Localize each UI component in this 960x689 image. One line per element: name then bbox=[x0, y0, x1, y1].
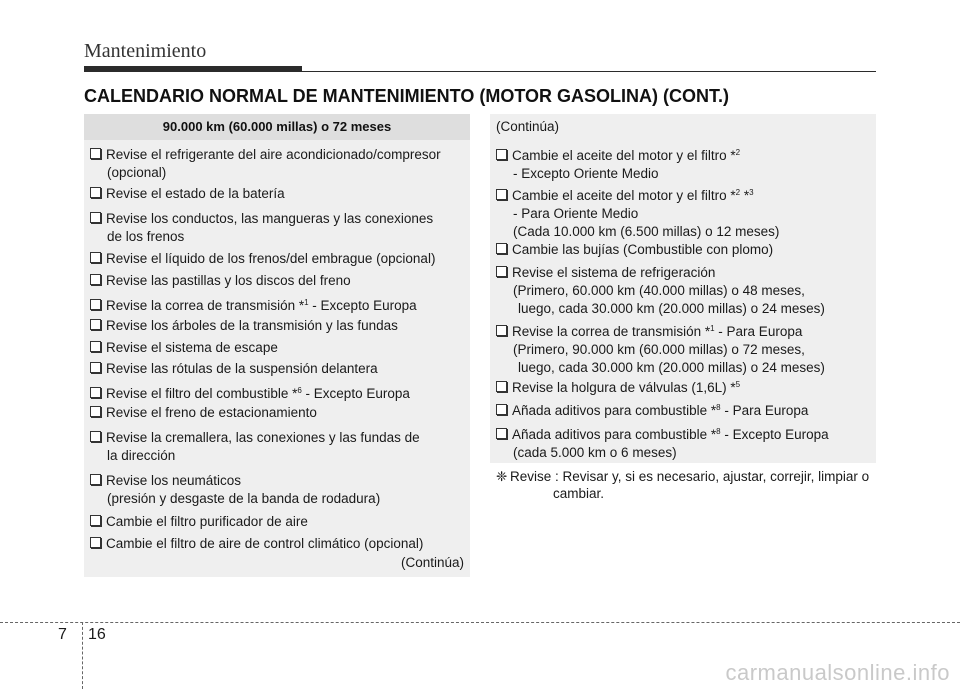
checkbox-icon bbox=[90, 537, 101, 548]
list-item: Revise los conductos, las mangueras y las conexiones de los frenos bbox=[90, 210, 433, 246]
list-item: Revise el sistema de refrigeración (Primero, 60.000 km (40.000 millas) o 48 meses, luego, cada 30.000 km (20.000 millas) o 24 meses) bbox=[496, 264, 825, 318]
list-item: Añada aditivos para combustible *$^8$ - Excepto Europa (cada 5.000 km o 6 meses) bbox=[496, 423, 829, 462]
footnote: ❈ Revise : Revisar y, si es necesario, ajustar, correjir, limpiar o cambiar. bbox=[496, 469, 870, 501]
right-column bbox=[490, 114, 876, 463]
list-item: Revise la holgura de válvulas (1,6L) *$^5$ bbox=[496, 376, 740, 397]
checkbox-icon bbox=[90, 319, 101, 330]
checkbox-icon bbox=[496, 381, 507, 392]
list-item: Cambie el filtro purificador de aire bbox=[90, 513, 308, 531]
list-item: Cambie el aceite del motor y el filtro *$^2$ *$^3$ - Para Oriente Medio (Cada 10.000 km (6.500 millas) o 12 meses) bbox=[496, 184, 779, 241]
checkbox-icon bbox=[90, 187, 101, 198]
list-item: Revise la correa de transmisión *$^1$ - Excepto Europa bbox=[90, 294, 417, 315]
checkbox-icon bbox=[90, 387, 101, 398]
checkbox-icon bbox=[90, 212, 101, 223]
watermark: carmanualsonline.info bbox=[725, 660, 950, 685]
continued-label: (Continúa) bbox=[400, 555, 464, 570]
list-item: Cambie el filtro de aire de control climático (opcional) bbox=[90, 535, 423, 553]
list-item: Revise la cremallera, las conexiones y las fundas de la dirección bbox=[90, 429, 420, 465]
list-item: Revise el sistema de escape bbox=[90, 339, 278, 357]
checkbox-icon bbox=[496, 266, 507, 277]
list-item: Revise el freno de estacionamiento bbox=[90, 404, 317, 422]
note-symbol-icon: ❈ bbox=[496, 469, 508, 484]
list-item: Revise las rótulas de la suspensión delantera bbox=[90, 360, 378, 378]
list-item: Cambie las bujías (Combustible con plomo) bbox=[496, 241, 773, 259]
checkbox-icon bbox=[90, 252, 101, 263]
checkbox-icon bbox=[496, 243, 507, 254]
footer-separator bbox=[82, 622, 83, 689]
header-rule bbox=[302, 71, 876, 72]
footer-divider bbox=[0, 622, 960, 623]
list-item: Revise las pastillas y los discos del freno bbox=[90, 272, 351, 290]
list-item: Revise los árboles de la transmisión y las fundas bbox=[90, 317, 398, 335]
list-item: Cambie el aceite del motor y el filtro *$^2$ - Excepto Oriente Medio bbox=[496, 144, 740, 183]
checkbox-icon bbox=[90, 406, 101, 417]
list-item: Revise el líquido de los frenos/del embrague (opcional) bbox=[90, 250, 435, 268]
list-item: Revise el refrigerante del aire acondicionado/compresor (opcional) bbox=[90, 146, 441, 182]
checkbox-icon bbox=[90, 148, 101, 159]
checkbox-icon bbox=[90, 515, 101, 526]
header-bar bbox=[84, 66, 302, 72]
list-item: Revise el filtro del combustible *$^6$ - Excepto Europa bbox=[90, 382, 410, 403]
interval-heading: 90.000 km (60.000 millas) o 72 meses bbox=[84, 114, 470, 140]
checkbox-icon bbox=[90, 274, 101, 285]
list-item: Revise la correa de transmisión *$^1$ - Para Europa (Primero, 90.000 km (60.000 millas) o 72 meses, luego, cada 30.000 km (20.000 millas) o 24 meses) bbox=[496, 320, 825, 377]
checkbox-icon bbox=[90, 431, 101, 442]
list-item: Revise los neumáticos (presión y desgaste de la banda de rodadura) bbox=[90, 472, 380, 508]
checkbox-icon bbox=[496, 404, 507, 415]
chapter-number: 7 bbox=[58, 626, 67, 643]
checkbox-icon bbox=[496, 428, 507, 439]
checkbox-icon bbox=[90, 474, 101, 485]
checkbox-icon bbox=[90, 299, 101, 310]
left-column bbox=[84, 114, 470, 577]
checkbox-icon bbox=[496, 189, 507, 200]
list-item: Añada aditivos para combustible *$^8$ - Para Europa bbox=[496, 399, 808, 420]
page-number: 16 bbox=[88, 626, 106, 643]
continued-label: (Continúa) bbox=[496, 119, 560, 134]
list-item: Revise el estado de la batería bbox=[90, 185, 285, 203]
checkbox-icon bbox=[496, 325, 507, 336]
checkbox-icon bbox=[90, 362, 101, 373]
section-title: CALENDARIO NORMAL DE MANTENIMIENTO (MOTOR GASOLINA) (CONT.) bbox=[84, 86, 729, 106]
header-title: Mantenimiento bbox=[84, 40, 207, 62]
checkbox-icon bbox=[90, 341, 101, 352]
checkbox-icon bbox=[496, 149, 507, 160]
